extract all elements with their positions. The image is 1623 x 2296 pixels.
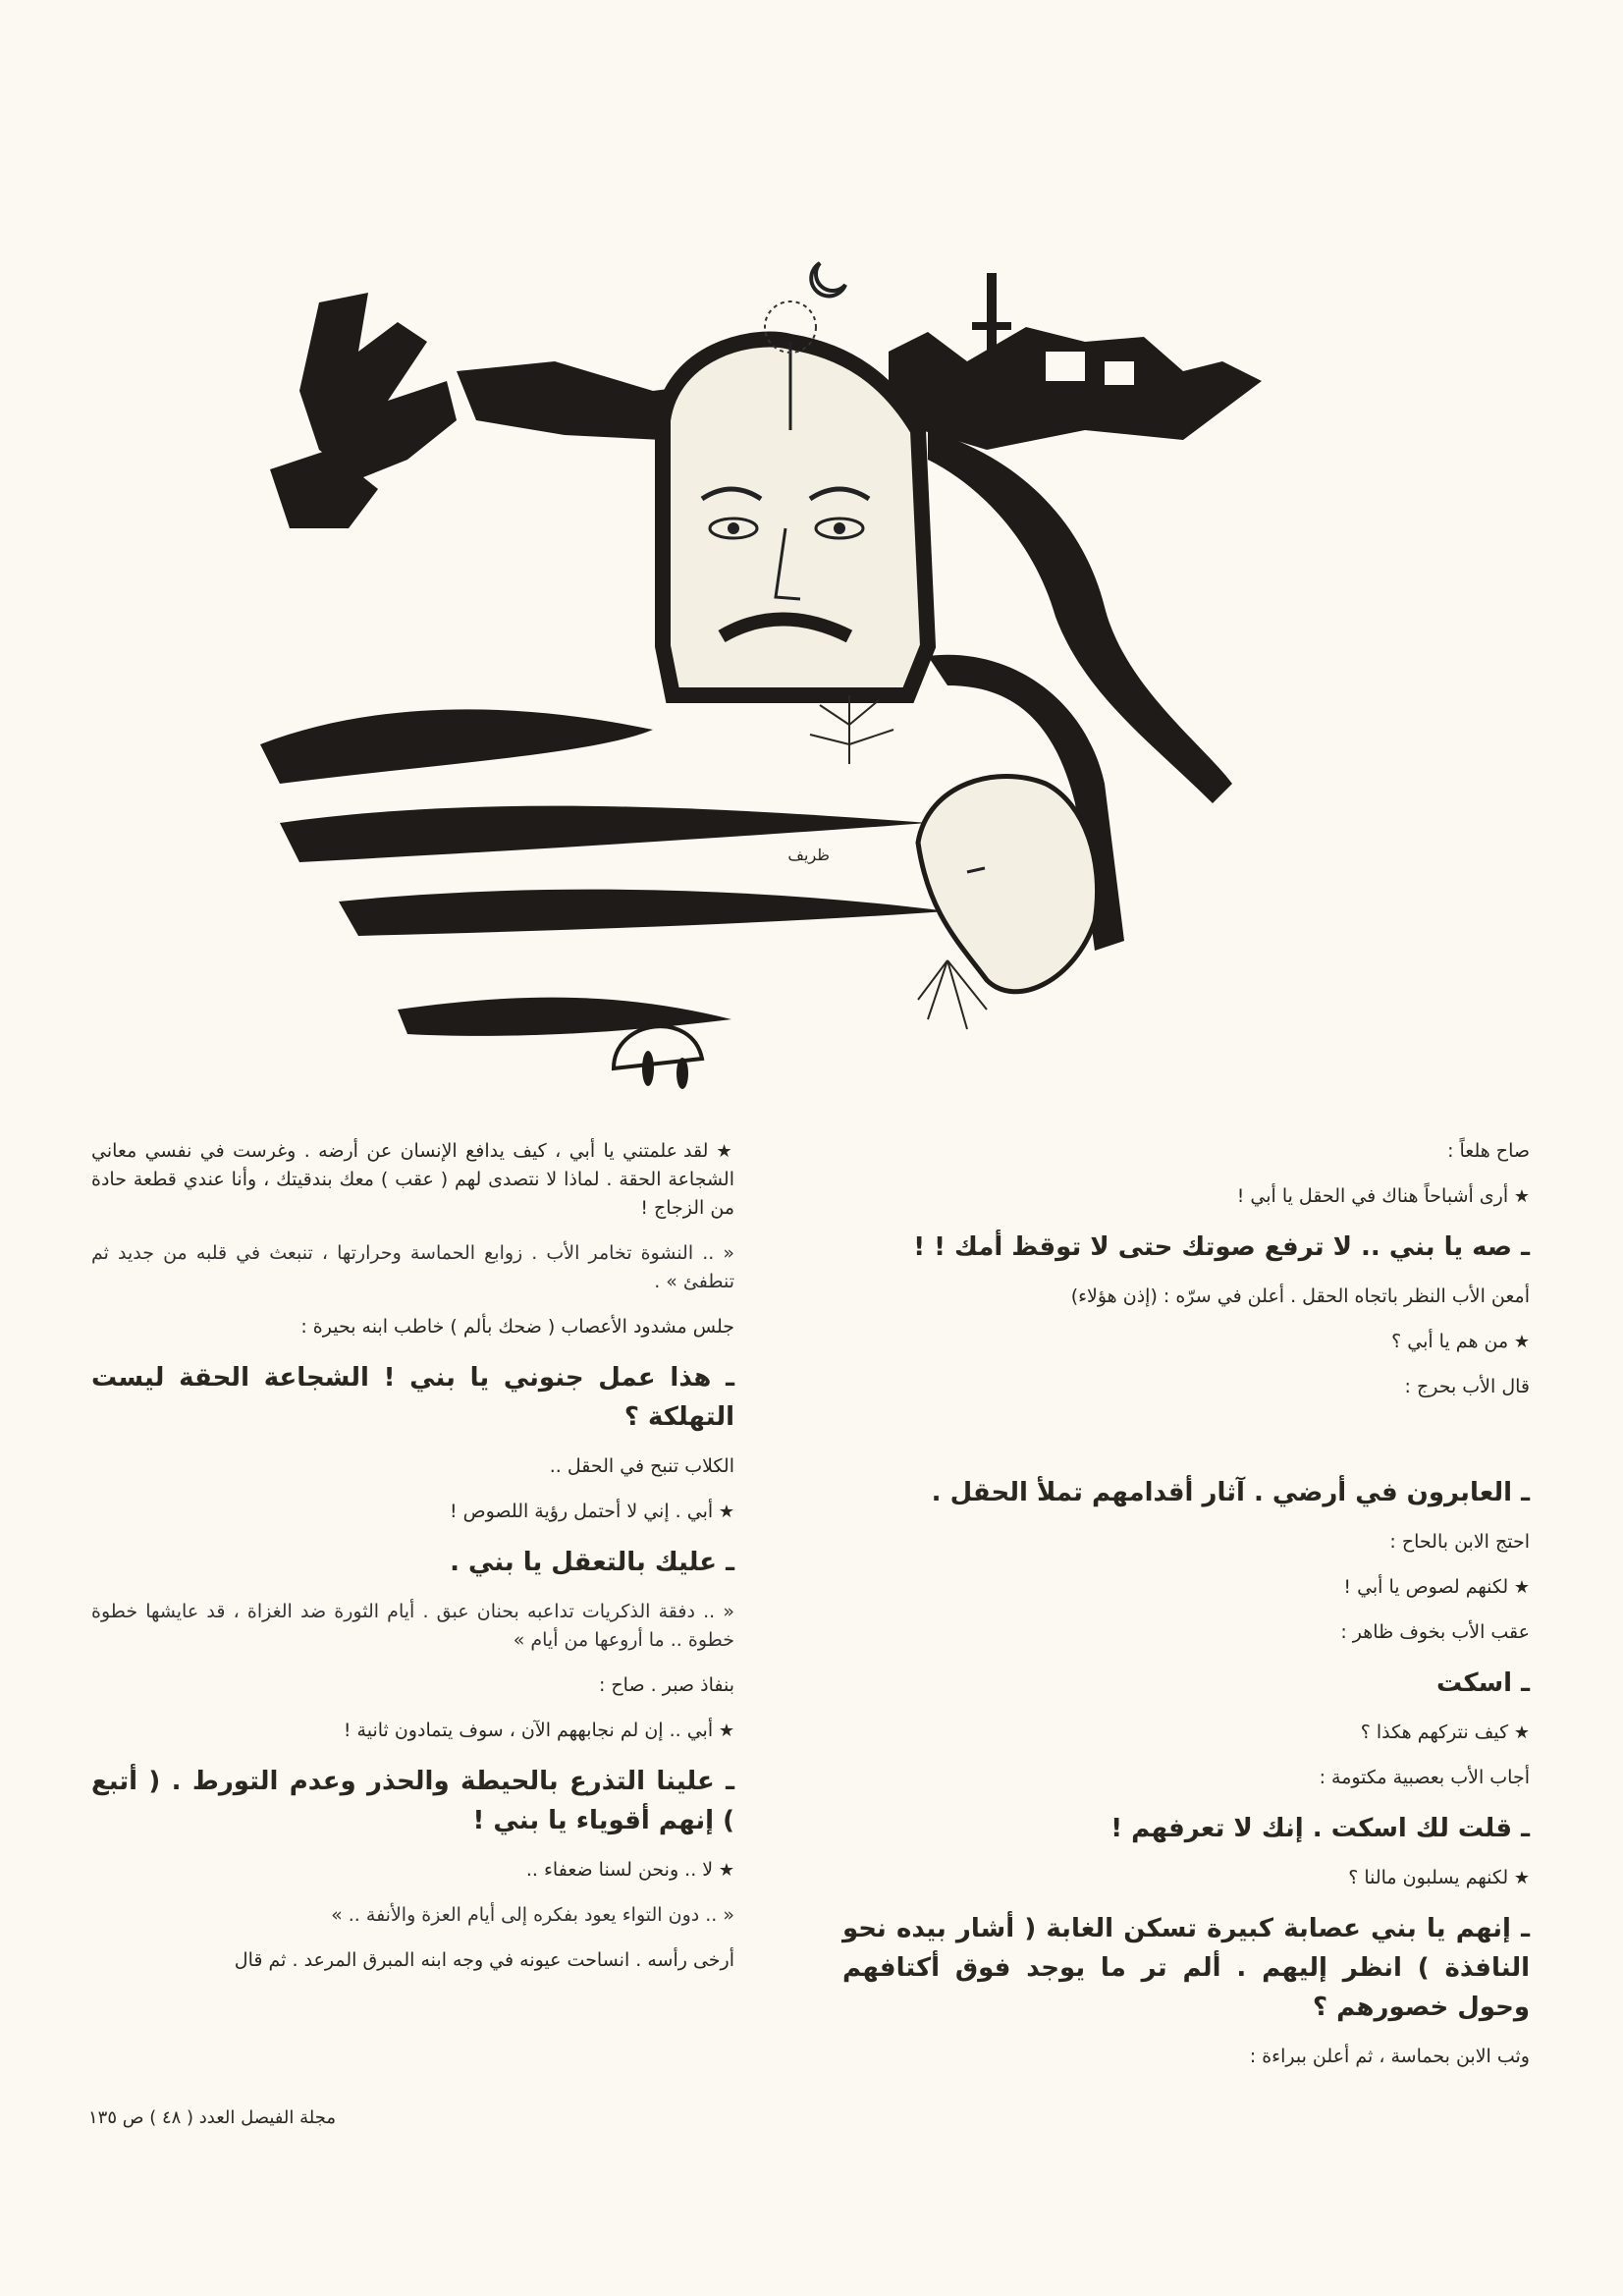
ink-drawing-face-landscape — [241, 234, 1419, 1118]
narration-paragraph: أمعن الأب النظر باتجاه الحقل . أعلن في سرّه : (إذن هؤلاء) — [1070, 1285, 1530, 1307]
dialogue-father: ـ علينا التذرع بالحيطة والحذر وعدم التورط . ( أتبع ) إنهم أقوياء يا بني ! — [91, 1767, 734, 1835]
woman-profile — [918, 777, 1098, 992]
narration-paragraph: بنفاذ صبر . صاح : — [598, 1674, 734, 1696]
illustration — [241, 234, 1419, 1118]
narration-paragraph: الكلاب تنبح في الحقل .. — [549, 1455, 734, 1477]
narration-paragraph: عقب الأب بخوف ظاهر : — [1340, 1621, 1530, 1643]
dialogue-son: ★ أرى أشباحاً هناك في الحقل يا أبي ! — [842, 1182, 1530, 1211]
dialogue-son: ★ لا .. ونحن لسنا ضعفاء .. — [91, 1856, 734, 1885]
narration-paragraph: « .. دفقة الذكريات تداعبه بحنان عبق . أيام الثورة ضد الغزاة ، قد عايشها خطوة خطوة .. ما أروعها من أيام » — [91, 1601, 734, 1651]
dialogue-father: ـ عليك بالتعقل يا بني . — [450, 1548, 734, 1577]
dialogue-son: ★ لكنهم يسلبون مالنا ؟ — [842, 1864, 1530, 1892]
dialogue-son: ★ أبي .. إن لم نجابههم الآن ، سوف يتمادون ثانية ! — [91, 1717, 734, 1745]
dialogue-son: ★ كيف نتركهم هكذا ؟ — [842, 1719, 1530, 1747]
dialogue-son: ★ من هم يا أبي ؟ — [842, 1328, 1530, 1356]
artist-signature: ظريف — [787, 846, 830, 864]
small-figures — [614, 1026, 702, 1089]
spacer — [842, 1418, 1530, 1473]
narration-paragraph: وثب الابن بحماسة ، ثم أعلن ببراءة : — [1249, 2046, 1530, 2067]
dialogue-father: ـ اسكت — [1435, 1668, 1530, 1698]
dialogue-father: ـ صه يا بني .. لا ترفع صوتك حتى لا توقظ أمك ! ! — [913, 1232, 1530, 1262]
dialogue-father: ـ هذا عمل جنوني يا بني ! الشجاعة الحقة ليست التهلكة ؟ — [91, 1363, 734, 1432]
page-footer: مجلة الفيصل العدد ( ٤٨ ) ص ١٣٥ — [88, 2107, 336, 2128]
narration-paragraph: أجاب الأب بعصبية مكتومة : — [1319, 1767, 1530, 1788]
narration-paragraph: « .. النشوة تخامر الأب . زوابع الحماسة وحرارتها ، تنبعث في قلبه من جديد ثم تنطفئ » . — [91, 1242, 734, 1292]
dialogue-father: ـ إنهم يا بني عصابة كبيرة تسكن الغابة ( أشار بيده نحو النافذة ) انظر إليهم . ألم تر ما يوجد فوق أكتافهم وحول خصورهم ؟ — [842, 1914, 1530, 2022]
narration-paragraph: قال الأب بحرج : — [1404, 1376, 1530, 1397]
narration-paragraph: جلس مشدود الأعصاب ( ضحك بألم ) خاطب ابنه بحيرة : — [300, 1316, 734, 1338]
dialogue-father: ـ قلت لك اسكت . إنك لا تعرفهم ! — [1110, 1814, 1530, 1843]
right-column — [842, 1137, 1530, 2088]
narration-paragraph: « .. دون التواء يعود بفكره إلى أيام العزة والأنفة .. » — [331, 1904, 734, 1926]
crescent-moon — [811, 263, 845, 296]
narration-paragraph: احتج الابن بالحاح : — [1389, 1531, 1530, 1553]
dialogue-son: ★ لقد علمتني يا أبي ، كيف يدافع الإنسان عن أرضه . وغرست في نفسي معاني الشجاعة الحقة . لماذا لا نتصدى لهم ( عقب ) معك بندقيتك ، وأنا عندي قطعة حادة من الزجاج ! — [91, 1137, 734, 1223]
narration-paragraph: صاح هلعاً : — [1447, 1140, 1530, 1162]
city-skyline — [889, 273, 1262, 450]
dialogue-son: ★ أبي . إني لا أحتمل رؤية اللصوص ! — [91, 1498, 734, 1526]
narration-paragraph: أرخى رأسه . انساحت عيونه في وجه ابنه المبرق المرعد . ثم قال — [234, 1949, 734, 1971]
dialogue-son: ★ لكنهم لصوص يا أبي ! — [842, 1573, 1530, 1602]
face-portrait — [663, 301, 928, 695]
left-column — [91, 1137, 734, 1992]
dialogue-father: ـ العابرون في أرضي . آثار أقدامهم تملأ الحقل . — [931, 1478, 1530, 1507]
